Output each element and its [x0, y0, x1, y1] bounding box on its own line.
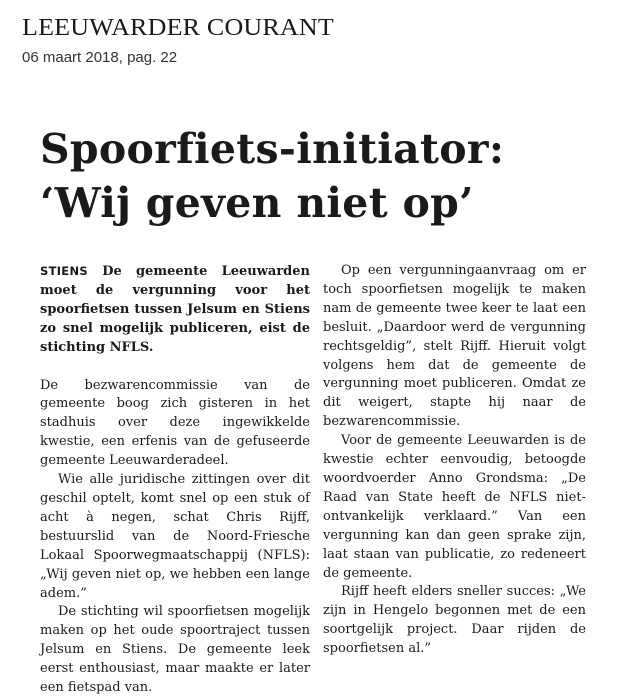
- headline-line-2: ‘Wij geven niet op’: [40, 179, 474, 227]
- masthead: LEEUWARDER COURANT: [22, 14, 334, 41]
- article-paragraph-2: Wie alle juridische zittingen over dit geschil optelt, komt snel op een stuk of acht à negen, schat Chris Rijff, bestuurslid van de Noord-Friesche Lokaal Spoorwegmaatschappij (NFLS): „Wij geven niet op, we hebben een lange adem.”: [40, 472, 310, 601]
- article-paragraph-6: Rijff heeft elders sneller succes: „We zijn in Hengelo begonnen met de een soortgelijk project. Daar rijden de spoorfietsen al.”: [323, 584, 586, 657]
- article-column-right: [323, 262, 586, 659]
- headline: [40, 122, 600, 230]
- article-paragraph-1: De bezwarencommissie van de gemeente boog zich gisteren in het stadhuis over deze ingewikkelde kwestie, een erfenis van de gefuseerde gemeente Leeuwarderadeel.: [40, 377, 310, 469]
- article-kicker: STIENS: [40, 264, 88, 278]
- article-column-left: [40, 262, 310, 698]
- article-lead: [40, 262, 310, 358]
- dateline: 06 maart 2018, pag. 22: [22, 49, 178, 66]
- headline-line-1: Spoorfiets-initiator:: [40, 125, 505, 173]
- article-lead-text: De gemeente Leeuwarden moet de vergunning voor het spoorfietsen tussen Jelsum en Stiens zo snel mogelijk publiceren, eist de stichting NFLS.: [40, 264, 310, 355]
- article-paragraph-5: Voor de gemeente Leeuwarden is de kwestie echter eenvoudig, betoogde woordvoerder Anno Grondsma: „De Raad van State heeft de NFLS niet-ontvankelijk verklaard.” Van een vergunning kan dan geen sprake zijn, laat staan van publicatie, zo redeneert de gemeente.: [323, 433, 586, 581]
- article-paragraph-3: De stichting wil spoorfietsen mogelijk maken op het oude spoortraject tussen Jelsum en Stiens. De gemeente leek eerst enthousiast, maar maakte er later een fietspad van.: [40, 604, 310, 696]
- article-paragraph-4: Op een vergunningaanvraag om er toch spoorfietsen mogelijk te maken nam de gemeente twee keer te laat een besluit. „Daardoor werd de vergunning rechtsgeldig”, stelt Rijff. Hieruit volgt volgens hem dat de gemeente de vergunning moet publiceren. Omdat ze dit weigert, stapte hij naar de bezwarencommissie.: [323, 263, 586, 430]
